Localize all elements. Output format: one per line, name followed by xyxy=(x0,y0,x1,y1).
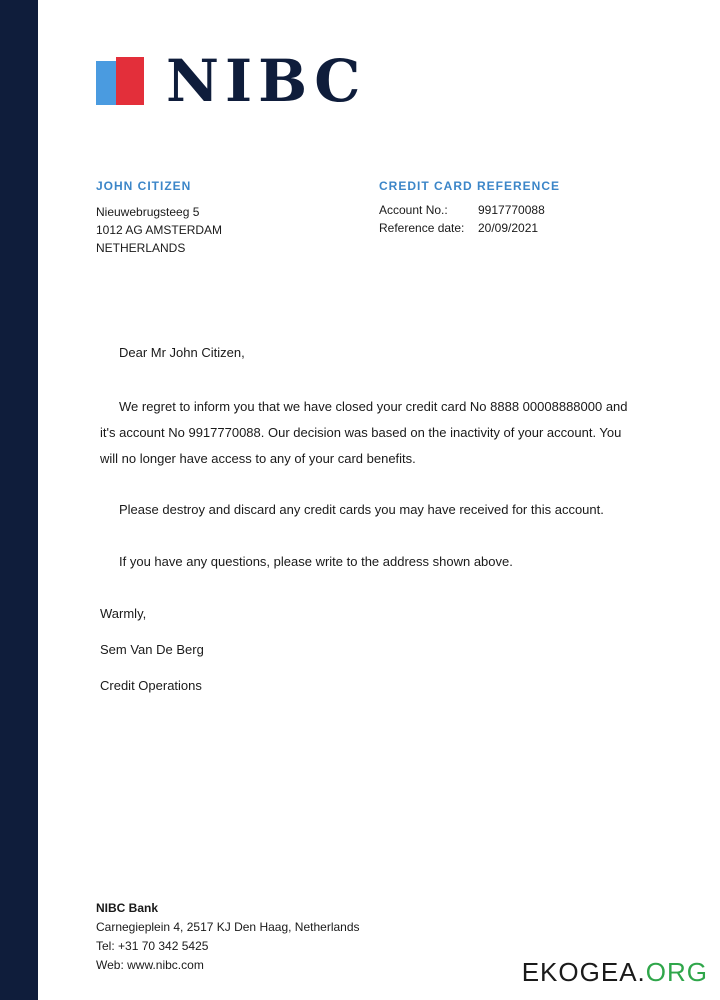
footer-address: Carnegieplein 4, 2517 KJ Den Haag, Netherlands xyxy=(96,920,360,934)
logo-text: NIBC xyxy=(166,47,367,115)
footer-phone: Tel: +31 70 342 5425 xyxy=(96,939,209,953)
paragraph-1-line: it's account No 9917770088. Our decision was based on the inactivity of your account. You xyxy=(100,425,622,440)
closing: Warmly, xyxy=(100,606,147,621)
recipient-address-line: NETHERLANDS xyxy=(96,241,186,255)
salutation: Dear Mr John Citizen, xyxy=(119,345,245,360)
footer-web: Web: www.nibc.com xyxy=(96,958,204,972)
nibc-logo xyxy=(96,47,367,115)
paragraph-2: Please destroy and discard any credit cards you may have received for this account. xyxy=(119,502,604,517)
paragraph-1-line: We regret to inform you that we have closed your credit card No 8888 00008888000 and xyxy=(119,399,628,414)
signature-department: Credit Operations xyxy=(100,678,202,693)
recipient-name: JOHN CITIZEN xyxy=(96,179,192,193)
logo-mark-icon xyxy=(96,57,146,105)
watermark xyxy=(522,957,708,988)
watermark-part-2: ORG xyxy=(645,957,708,987)
account-label: Account No.: xyxy=(379,203,448,217)
paragraph-1-line: will no longer have access to any of your card benefits. xyxy=(100,451,416,466)
account-value: 9917770088 xyxy=(478,203,545,217)
recipient-address-line: 1012 AG AMSTERDAM xyxy=(96,223,223,237)
signature-name: Sem Van De Berg xyxy=(100,642,204,657)
recipient-address-line: Nieuwebrugsteeg 5 xyxy=(96,205,200,219)
logo-red-block xyxy=(116,57,144,105)
paragraph-3: If you have any questions, please write to the address shown above. xyxy=(119,554,513,569)
watermark-part-1: EKOGEA. xyxy=(521,957,646,987)
reference-date-value: 20/09/2021 xyxy=(478,221,539,235)
footer-bank-name: NIBC Bank xyxy=(96,901,159,915)
reference-date-label: Reference date: xyxy=(379,221,465,235)
side-bar xyxy=(0,0,38,1000)
reference-heading: CREDIT CARD REFERENCE xyxy=(379,179,561,193)
